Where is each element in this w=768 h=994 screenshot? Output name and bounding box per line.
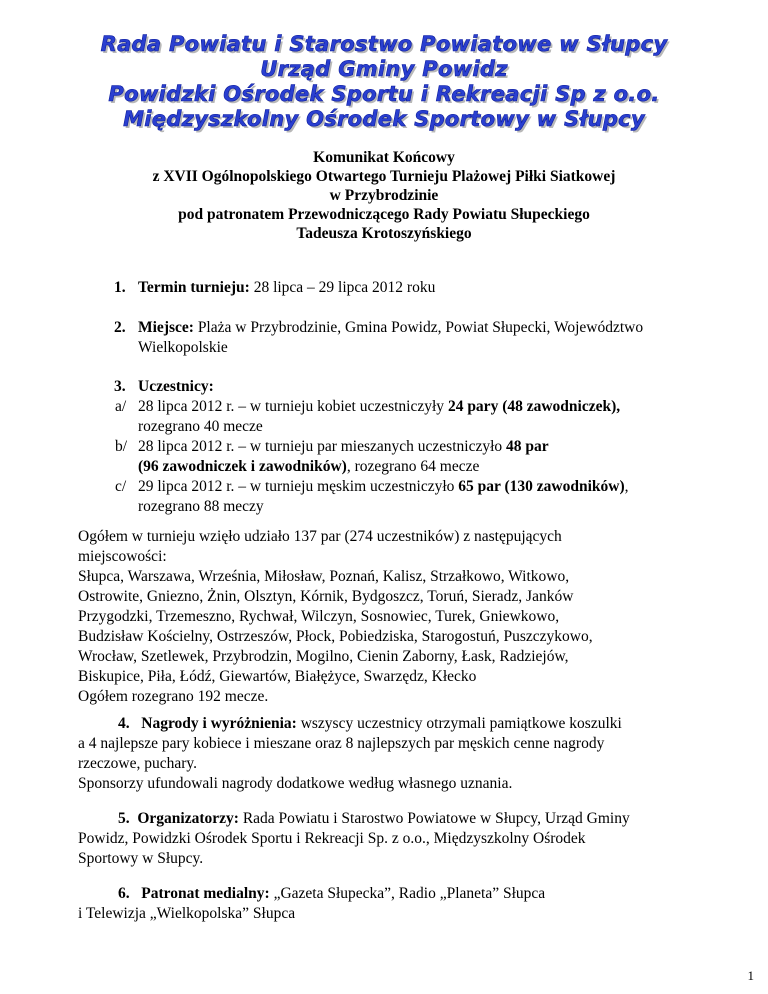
summary-line: Budzisław Kościelny, Ostrzeszów, Płock, Pobiedziska, Starogostuń, Puszczykowo,	[78, 628, 593, 645]
summary-line: Słupca, Warszawa, Września, Miłosław, Poznań, Kalisz, Strzałkowo, Witkowo,	[78, 568, 570, 585]
item-uczestnicy	[0, 377, 768, 517]
summary-paragraph	[78, 527, 738, 707]
sub-label: b/	[115, 438, 128, 455]
item-text: Plaża w Przybrodzinie, Gmina Powidz, Powiat Słupecki, Województwo	[193, 319, 644, 336]
item-label: Patronat medialny:	[141, 885, 270, 902]
title-line-5: Tadeusza Krotoszyńskiego	[296, 225, 472, 242]
item-text: wszyscy uczestnicy otrzymali pamiątkowe koszulki	[296, 715, 622, 732]
sub-item-b	[0, 437, 768, 457]
item-text-cont: a 4 najlepsze pary kobiece i mieszane oraz 8 najlepszych par męskich cenne nagrody	[78, 735, 605, 752]
item-text-cont: rzeczowe, puchary.	[78, 755, 198, 772]
summary-line: Przygodzki, Trzemeszno, Rychwał, Wilczyn, Sosnowiec, Turek, Gniewkowo,	[78, 608, 560, 625]
item-text: „Gazeta Słupecka”, Radio „Planeta” Słupca	[269, 885, 546, 902]
sub-bold: 65 par (130 zawodników)	[458, 478, 625, 495]
sub-label: a/	[115, 398, 127, 415]
sub-text-cont: , rozegrano 64 mecze	[346, 458, 480, 475]
item-number: 1.	[114, 279, 126, 296]
header-line-3: Powidzki Ośrodek Sportu i Rekreacji Sp z o.o.	[108, 82, 660, 106]
item-text-cont: Powidz, Powidzki Ośrodek Sportu i Rekreacji Sp. z o.o., Międzyszkolny Ośrodek	[78, 830, 586, 847]
item-number: 3.	[114, 378, 126, 395]
title-line-4: pod patronatem Przewodniczącego Rady Powiatu Słupeckiego	[178, 206, 590, 223]
sub-item-c	[0, 477, 768, 497]
title-line-3: w Przybrodzinie	[329, 187, 439, 204]
item-number: 5.	[118, 810, 130, 827]
document-title	[0, 148, 768, 243]
sub-text-cont: rozegrano 40 mecze	[138, 418, 263, 435]
item-number: 6.	[118, 885, 130, 902]
item-text-cont: i Telewizja „Wielkopolska” Słupca	[78, 905, 296, 922]
item-number: 2.	[114, 319, 126, 336]
summary-line: miejscowości:	[78, 548, 167, 565]
item-text-cont: Sportowy w Słupcy.	[78, 850, 204, 867]
item-label: Nagrody i wyróżnienia:	[141, 715, 297, 732]
item-text: 28 lipca – 29 lipca 2012 roku	[249, 279, 436, 296]
sub-label: c/	[115, 478, 127, 495]
summary-line: Ogółem w turnieju wzięło udziało 137 par (274 uczestników) z następujących	[78, 528, 562, 545]
sub-bold-cont: (96 zawodniczek i zawodników)	[138, 458, 347, 475]
summary-line: Ostrowite, Gniezno, Żnin, Olsztyn, Kórnik, Bydgoszcz, Toruń, Sieradz, Janków	[78, 588, 574, 605]
item-organizatorzy	[78, 809, 738, 869]
item-label: Uczestnicy:	[138, 378, 214, 395]
summary-line: Ogółem rozegrano 192 mecze.	[78, 688, 269, 705]
sub-bold: 48 par	[506, 438, 549, 455]
sub-text-cont: rozegrano 88 meczy	[138, 498, 264, 515]
sub-text: 29 lipca 2012 r. – w turnieju męskim uczestniczyło	[138, 478, 459, 495]
sub-text: 28 lipca 2012 r. – w turnieju par mieszanych uczestniczyło	[138, 438, 507, 455]
sub-bold: 24 pary (48 zawodniczek),	[447, 398, 621, 415]
item-termin	[0, 278, 768, 298]
item-text-cont: Wielkopolskie	[138, 339, 228, 356]
item-patronat	[78, 884, 738, 924]
summary-line: Wrocław, Szetlewek, Przybrodzin, Mogilno, Cienin Zaborny, Łask, Radziejów,	[78, 648, 569, 665]
item-text: Rada Powiatu i Starostwo Powiatowe w Słupcy, Urząd Gminy	[238, 810, 630, 827]
sub-text: 28 lipca 2012 r. – w turnieju kobiet uczestniczyły	[138, 398, 448, 415]
item-miejsce	[0, 318, 768, 358]
item-number: 4.	[118, 715, 130, 732]
item-label: Miejsce:	[138, 319, 194, 336]
header-line-1: Rada Powiatu i Starostwo Powiatowe w Słupcy	[100, 32, 668, 56]
header-line-2: Urząd Gminy Powidz	[260, 57, 508, 81]
title-line-2: z XVII Ogólnopolskiego Otwartego Turnieju Plażowej Piłki Siatkowej	[152, 168, 616, 185]
item-text-cont: Sponsorzy ufundowali nagrody dodatkowe według własnego uznania.	[78, 775, 513, 792]
item-label: Termin turnieju:	[138, 279, 250, 296]
item-label: Organizatorzy:	[137, 810, 239, 827]
title-line-1: Komunikat Końcowy	[313, 149, 455, 166]
summary-line: Biskupice, Piła, Łódź, Giewartów, Białężyce, Swarzędz, Kłecko	[78, 668, 477, 685]
item-nagrody	[78, 714, 738, 794]
sub-comma: ,	[624, 478, 629, 495]
header-line-4: Międzyszkolny Ośrodek Sportowy w Słupcy	[123, 107, 645, 131]
page-number: 1	[747, 968, 754, 983]
document-header	[0, 32, 768, 132]
sub-item-a	[0, 397, 768, 417]
